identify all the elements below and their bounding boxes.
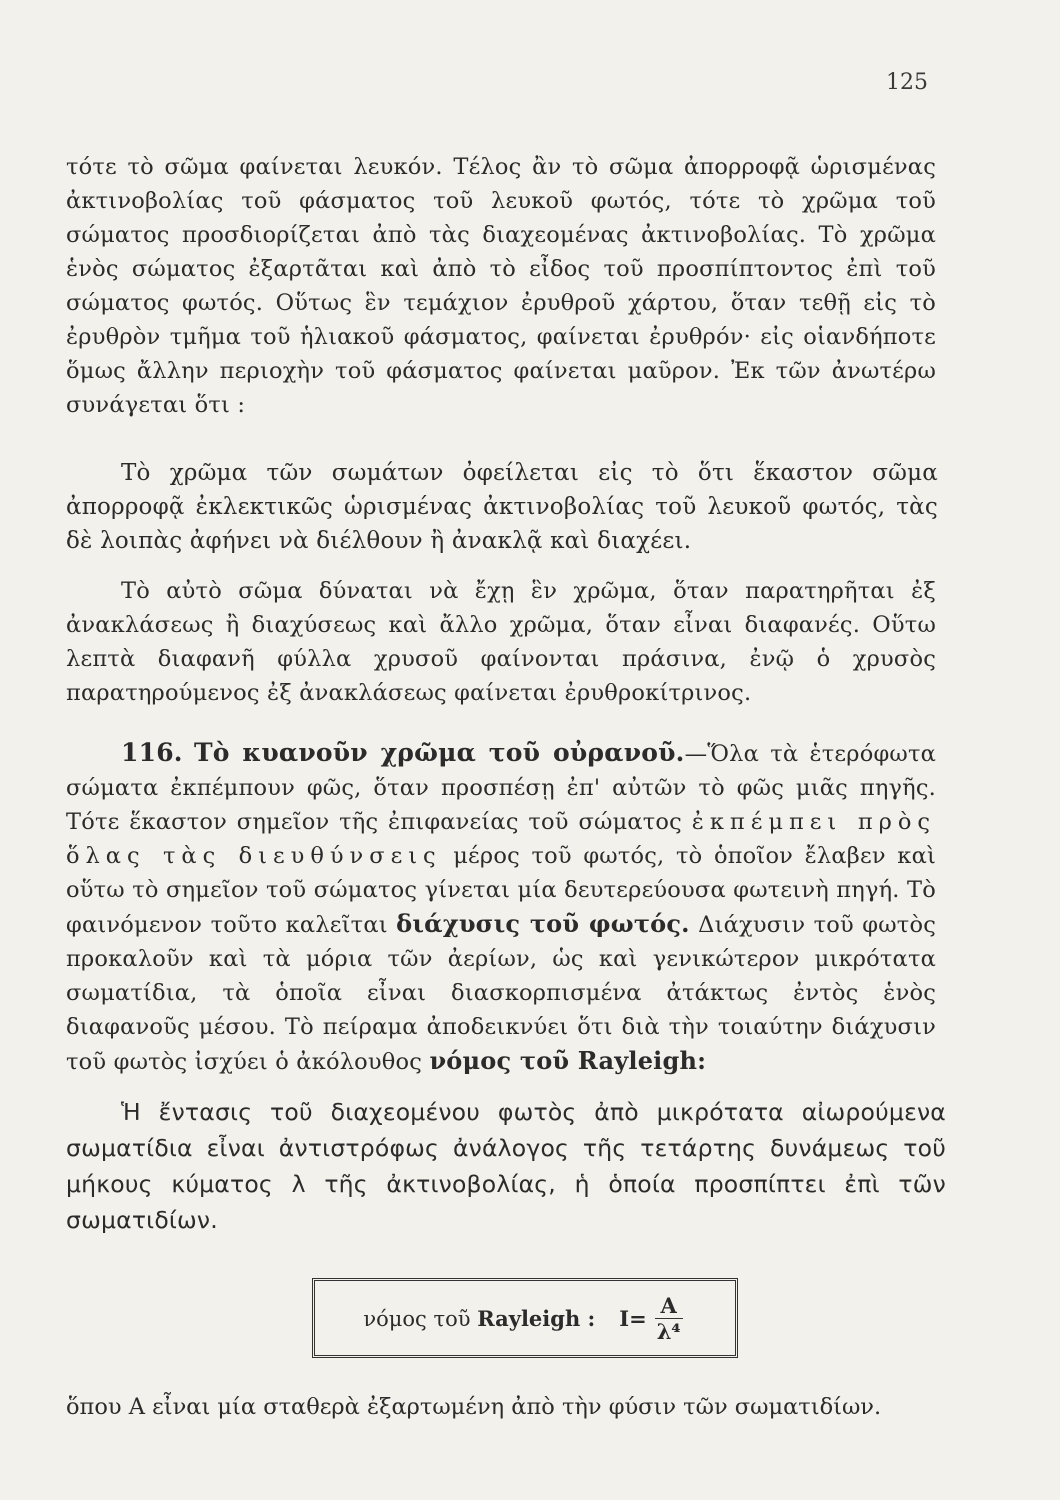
section-text-a: —Ὅλα τὰ ἑτερόφωτα σώματα ἐκπέμπουν φῶς, ὅταν προσπέσῃ ἐπ' αὐτῶν τὸ φῶς μιᾶς πηγῆς. Τότε ἕκαστον σημεῖον τῆς ἐπιφανείας τοῦ σώματος bbox=[66, 741, 937, 835]
section-text-c: Διάχυσιν τοῦ φωτὸς προκαλοῦν καὶ τὰ μόρια τῶν ἀερίων, ὡς καὶ γενικώτερον μικρότατα σωματίδια, τὰ ὁποῖα εἶναι διασκορπισμένα ἀτάκτως ἐντὸς ἑνὸς διαφανοῦς μέσου. Τὸ πείραμα ἀποδεικνύει ὅτι διὰ τὴν τοιαύτην διάχυσιν τοῦ φωτὸς ἰσχύει ὁ ἀκόλουθος bbox=[66, 912, 936, 1075]
section-text-b: μέρος τοῦ φωτός, τὸ ὁποῖον ἔλαβεν καὶ οὕτω τὸ σημεῖον τοῦ σώματος γίνεται μία δευτερεύουσα φωτεινὴ πηγή. Τὸ φαινόμενον τοῦτο καλεῖται bbox=[66, 843, 936, 938]
page-number: 125 bbox=[886, 70, 928, 95]
formula-fraction bbox=[651, 1293, 687, 1344]
section-paragraph bbox=[66, 736, 936, 1079]
rule-statement bbox=[66, 456, 938, 558]
formula-lhs: I= bbox=[619, 1305, 647, 1331]
section-spaced-text: ἐκπέμπει πρὸς ὅλας τὰς διευθύνσεις bbox=[66, 809, 936, 869]
formula-label-prefix: νόμος τοῦ bbox=[363, 1306, 478, 1331]
rule-text: Τὸ χρῶμα τῶν σωμάτων ὀφείλεται εἰς τὸ ὅτι ἕκαστον σῶμα ἀπορροφᾷ ἐκλεκτικῶς ὡρισμένας ἀκτινοβολίας τοῦ λευκοῦ φωτός, τὰς δὲ λοιπὰς ἀφήνει νὰ διέλθουν ἢ ἀνακλᾷ καὶ διαχέει. bbox=[66, 460, 938, 554]
paragraph-text: τότε τὸ σῶμα φαίνεται λευκόν. Τέλος ἂν τὸ σῶμα ἀπορροφᾷ ὡρισμένας ἀκτινοβολίας τοῦ φάσματος τοῦ λευκοῦ φωτός, τότε τὸ χρῶμα τοῦ σώματος προσδιορίζεται ἀπὸ τὰς διαχεομένας ἀκτινοβολίας. Τὸ χρῶμα ἑνὸς σώματος ἐξαρτᾶται καὶ ἀπὸ τὸ εἶδος τοῦ προσπίπτοντος ἐπὶ τοῦ σώματος φωτός. Οὕτως ἓν τεμάχιον ἐρυθροῦ χάρτου, ὅταν τεθῇ εἰς τὸ ἐρυθρὸν τμῆμα τοῦ ἡλιακοῦ φάσματος, φαίνεται ἐρυθρόν· εἰς οἱανδήποτε ὅμως ἄλλην περιοχὴν τοῦ φάσματος φαίνεται μαῦρον. Ἐκ τῶν ἀνωτέρω συνάγεται ὅτι : bbox=[66, 154, 936, 418]
paragraph-intro bbox=[66, 150, 936, 422]
formula-denominator: λ⁴ bbox=[656, 1318, 681, 1344]
rayleigh-law-statement bbox=[66, 1094, 946, 1238]
paragraph-gold-example bbox=[66, 574, 936, 710]
term-diffusion: διάχυσις τοῦ φωτός. bbox=[396, 909, 690, 938]
section-116 bbox=[66, 736, 936, 1079]
section-title: Τὸ κυανοῦν χρῶμα τοῦ οὐρανοῦ. bbox=[193, 738, 685, 767]
law-name: νόμος τοῦ Rayleigh: bbox=[429, 1046, 707, 1075]
section-number: 116. bbox=[121, 738, 183, 767]
formula-box bbox=[312, 1278, 738, 1358]
law-text: Ἡ ἔντασις τοῦ διαχεομένου φωτὸς ἀπὸ μικρότατα αἰωρούμενα σωματίδια εἶναι ἀντιστρόφως ἀνάλογος τῆς τετάρτης δυνάμεως τοῦ μήκους κύματος λ τῆς ἀκτινοβολίας, ἡ ὁποία προσπίπτει ἐπὶ τῶν σωματιδίων. bbox=[66, 1098, 946, 1234]
paragraph-text: Τὸ αὐτὸ σῶμα δύναται νὰ ἔχῃ ἓν χρῶμα, ὅταν παρατηρῆται ἐξ ἀνακλάσεως ἢ διαχύσεως καὶ ἄλλο χρῶμα, ὅταν εἶναι διαφανές. Οὕτω λεπτὰ διαφανῆ φύλλα χρυσοῦ φαίνονται πράσινα, ἐνῷ ὁ χρυσὸς παρατηρούμενος ἐξ ἀνακλάσεως φαίνεται ἐρυθροκίτρινος. bbox=[66, 578, 936, 706]
formula-numerator: A bbox=[655, 1293, 683, 1319]
formula-label-name: Rayleigh : bbox=[477, 1305, 596, 1331]
formula-explanation: ὅπου A εἶναι μία σταθερὰ ἐξαρτωμένη ἀπὸ τὴν φύσιν τῶν σωματιδίων. bbox=[66, 1394, 882, 1420]
formula-label bbox=[363, 1306, 595, 1331]
